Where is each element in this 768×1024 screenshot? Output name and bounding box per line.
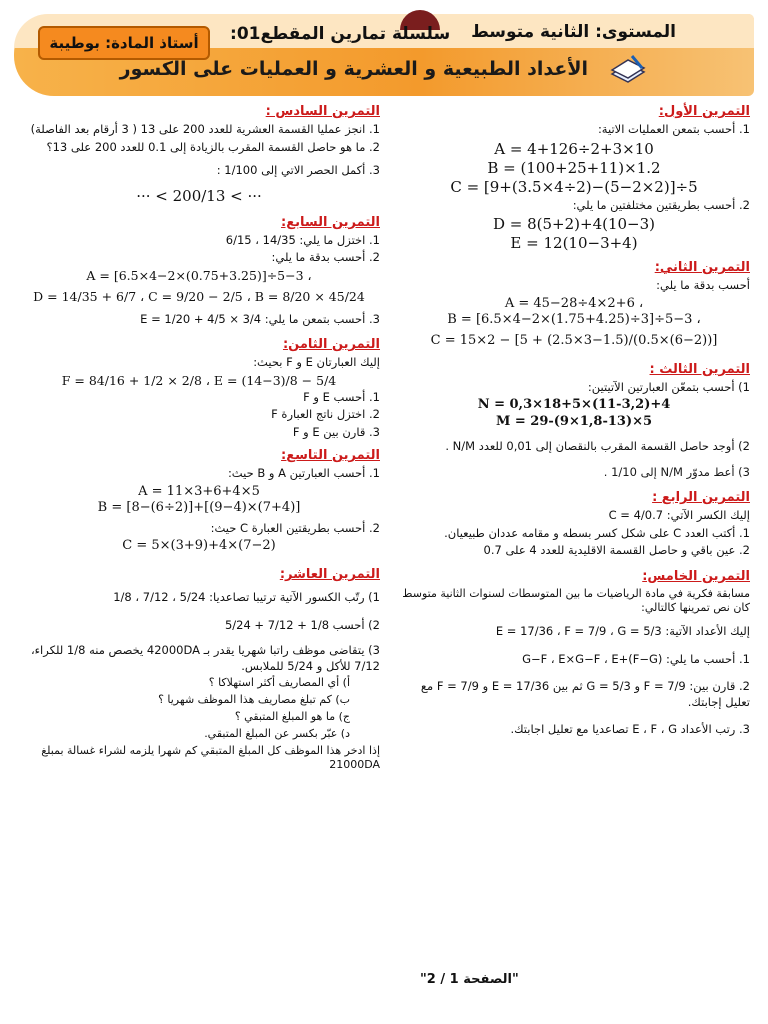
ex7-question-2: 2. أحسب بدقة ما يلي: (271, 250, 380, 265)
ex5-numbers: إليك الأعداد الآتية: E = 17/36 ، F = 7/9 ، G = 5/3 (495, 624, 750, 639)
exercise-3-title: التمرين الثالث : (649, 361, 750, 377)
ex8-question-3: 3. قارن بين E و F (292, 424, 380, 439)
ex6-inequality: ··· < 200/13 < ··· (136, 186, 262, 205)
ex3-expr-M: M = 29-(9×1,8-13)×5 (495, 414, 653, 430)
ex6-question-1: 1. انجز عمليا القسمة العشرية للعدد 200 على 13 ( 3 أرقام بعد الفاصلة) (30, 122, 380, 136)
ex8-question-2: 2. اختزل ناتج العبارة F (271, 407, 380, 422)
ex2-intro: أحسب بدقة ما يلي: (656, 278, 750, 293)
ex10-sub-a: أ) أي المصاريف أكثر استهلاكا ؟ (208, 676, 350, 690)
ex2-expr-A: A = 45−28÷4×2+6 ، (504, 295, 644, 311)
ex1-question-1: 1. أحسب بتمعن العمليات الاتية: (597, 122, 750, 136)
ex1-question-2: 2. أحسب بطريقتين مختلفتين ما يلي: (572, 197, 750, 212)
exercise-7-title: التمرين السابع: (281, 214, 380, 230)
ex4-intro: إليك الكسر الآتي: C = 4/0.7 (608, 508, 750, 523)
exercise-5-title: التمرين الخامس: (642, 568, 750, 584)
ex3-expr-N: N = 0,3×18+5×(11-3,2)+4 (477, 397, 671, 413)
ex9-question-2: 2. أحسب بطريقتين العبارة C حيث: (210, 520, 380, 535)
ex6-question-3: 3. أكمل الحصر الاتي إلى 1/100 : (216, 163, 380, 178)
ex7-expr-BCD: D = 14/35 + 6/7 ، C = 9/20 − 2/5 ، B = 8/20 × 45/24 (33, 288, 365, 304)
header-banner (0, 0, 768, 98)
exercise-8-title: التمرين الثامن: (282, 337, 380, 353)
exercise-10-title: التمرين العاشر: (279, 567, 380, 583)
ex10-sub-d: د) عبّر بكسر عن المبلغ المتبقي. (204, 726, 350, 740)
ex1-expr-A: A = 4+126÷2+3×10 (494, 139, 654, 158)
ex10-final: إذا ادخر هذا الموظف كل المبلغ المتبقي كم شهرا يلزمه لشراء غسالة بمبلغ 21000DA (41, 743, 380, 772)
ex10-question-1: 1) رتّب الكسور الآتية ترتيبا تصاعديا: 5/24 ، 7/12 ، 1/8 (113, 590, 380, 605)
level-label: المستوى: الثانية متوسط (471, 22, 676, 42)
ex9-question-1: 1. أحسب العبارتين A و B حيث: (227, 466, 380, 481)
ex8-intro: إليك العبارتان E و F بحيث: (253, 355, 380, 370)
exercise-1-title: التمرين الأول: (658, 104, 750, 119)
exercise-2-title: التمرين الثاني: (654, 260, 750, 276)
ex9-expr-B: B = [8−(6÷2)]+[(9−4)×(7+4)] (97, 499, 301, 515)
ex1-expr-B: B = (100+25+11)×1.2 (487, 158, 661, 177)
ex8-expr-EF: F = 84/16 + 1/2 × 2/8 ، E = (14−3)/8 − 5/4 (61, 372, 337, 388)
ex3-question-3: 3) أعط مدوّر N/M إلى 1/10 . (603, 464, 750, 479)
ex3-question-1: 1) أحسب بتمعّن العبارتين الآتيتين: (587, 379, 750, 394)
ex2-expr-C: C = 15×2 − [5 + (2.5×3−1.5)/(0.5×(6−2))] (430, 332, 718, 348)
ex1-expr-D: D = 8(5+2)+4(10−3) (492, 215, 656, 234)
ex10-question-2: 2) أحسب 1/8 + 7/12 + 5/24 (224, 617, 380, 632)
ex1-expr-E: E = 12(10−3+4) (510, 234, 638, 253)
ex9-expr-C: C = 5×(3+9)+4×(7−2) (122, 538, 276, 554)
ex5-intro: مسابقة فكرية في مادة الرياضيات ما بين المتوسطات لسنوات الثانية متوسط كان نص تمرينها كالتالي: (402, 586, 750, 615)
series-title: سلسلة تمارين المقطع01: (230, 24, 451, 44)
book-icon (608, 52, 648, 86)
ex3-question-2: 2) أوجد حاصل القسمة المقرب بالنقصان إلى 0,01 للعدد N/M . (445, 439, 750, 454)
left-column (18, 100, 380, 775)
teacher-label: أستاذ المادة: بوطيبة (38, 26, 210, 60)
ex1-expr-C: C = [9+(3.5×4÷2)−(5−2×2)]÷5 (450, 177, 698, 196)
page-subtitle: الأعداد الطبيعية و العشرية و العمليات على الكسور (119, 58, 588, 80)
exercise-6-title: التمرين السادس : (265, 104, 380, 119)
ex5-question-1: 1. أحسب ما يلي: G−F ، E×G−F ، E+(F−G) (522, 651, 750, 666)
exercise-4-title: التمرين الرابع : (652, 490, 750, 506)
ex10-sub-c: ج) ما هو المبلغ المتبقي ؟ (234, 709, 350, 723)
ex7-question-3: 3. أحسب بتمعن ما يلي: E = 1/20 + 4/5 × 3/4 (140, 311, 380, 326)
ex8-question-1: 1. أحسب E و F (303, 389, 380, 404)
ex7-expr-A: A = [6.5×4−2×(0.75+3.25)]÷5−3 ، (86, 267, 312, 283)
page-number: "الصفحة 1 / 2" (420, 972, 519, 987)
ex10-question-3: 3) يتقاضى موظف راتبا شهريا يقدر بـ 42000DA يخصص منه 1/8 للكراء، 7/12 للأكل و 5/24 للملابس. (30, 643, 380, 673)
ex4-question-1: 1. أكتب العدد C على شكل كسر بسطه و مقامه عددان طبيعيان. (444, 525, 750, 540)
exercise-9-title: التمرين التاسع: (281, 448, 380, 464)
ex2-expr-B: B = [6.5×4−2×(1.75+4.25)÷3]÷5−3 ، (447, 311, 701, 327)
ex6-question-2: 2. ما هو حاصل القسمة المقرب بالزيادة إلى 0.1 للعدد 200 على 13؟ (46, 139, 380, 154)
ex7-question-1: 1. اختزل ما يلي: 14/35 ، 6/15 (225, 232, 380, 247)
ex4-question-2: 2. عين باقي و حاصل القسمة الاقليدية للعدد 4 على 0.7 (483, 543, 750, 558)
ex9-expr-A: A = 11×3+6+4×5 (138, 483, 260, 499)
right-column (398, 100, 750, 740)
ex10-sub-b: ب) كم تبلغ مصاريف هذا الموظف شهريا ؟ (158, 693, 350, 707)
ex5-question-2: 2. قارن بين: F = 7/9 و G = 5/3 ثم بين E = 17/36 و F = 7/9 مع تعليل إجابتك. (420, 679, 750, 709)
ex5-question-3: 3. رتب الأعداد E ، F ، G تصاعديا مع تعليل اجابتك. (510, 722, 750, 737)
